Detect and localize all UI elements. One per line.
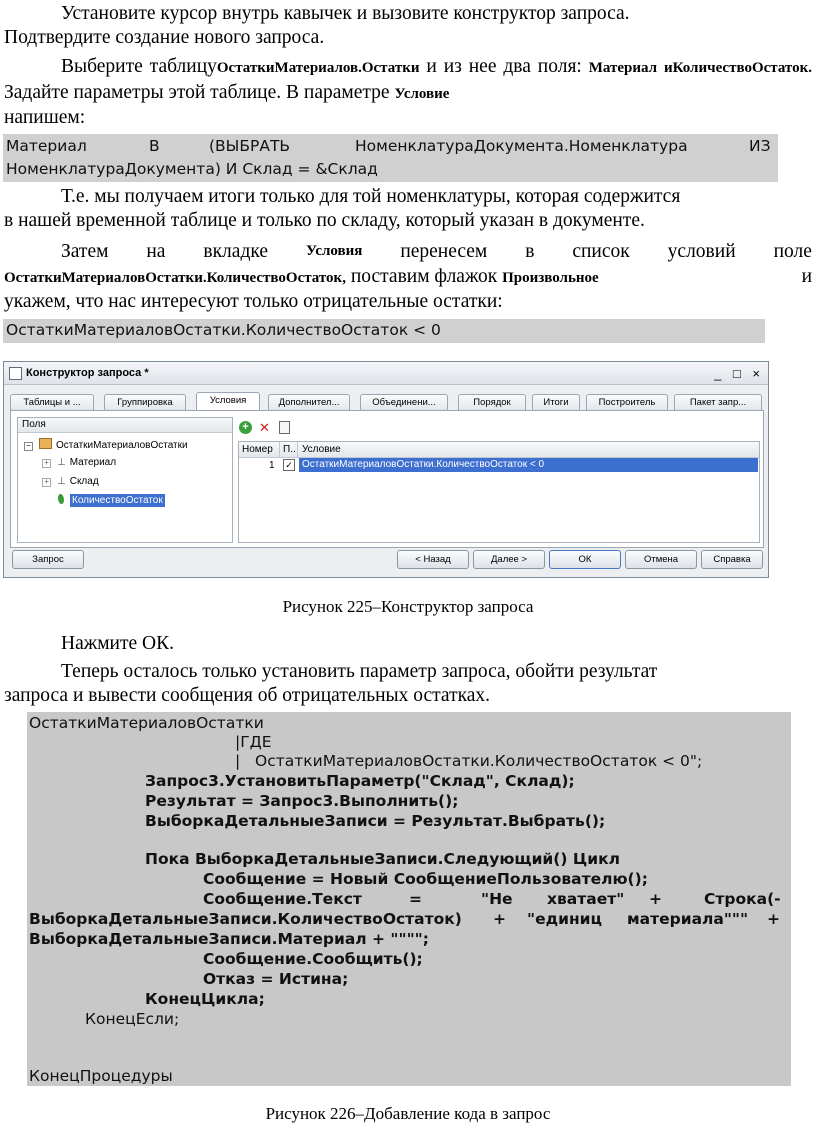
- tab-totals[interactable]: Итоги: [532, 394, 580, 410]
- code-block: [27, 712, 791, 1086]
- text-run: напишем:: [4, 107, 86, 128]
- window-controls[interactable]: _ □ ×: [714, 366, 764, 381]
- te-paragraph: [4, 185, 812, 232]
- code-line: Сообщение.Сообщить();: [203, 950, 423, 968]
- tab-conditions[interactable]: Условия: [196, 392, 260, 411]
- tab-unions[interactable]: Объединени...: [360, 394, 448, 410]
- code-word: Строка(-: [704, 890, 781, 908]
- tree-item-label: КоличествоОстаток: [72, 495, 163, 506]
- tree-root[interactable]: [24, 438, 188, 451]
- tab-builder[interactable]: Построитель: [586, 394, 668, 410]
- code-line: |ГДЕ: [235, 733, 272, 751]
- help-button[interactable]: Справка: [701, 550, 763, 569]
- tree-item-warehouse[interactable]: [42, 476, 99, 487]
- code-word: +: [767, 910, 780, 928]
- text-run: Выберите таблицу: [61, 56, 217, 77]
- code-line: Запрос3.УстановитьПараметр("Склад", Склад);: [145, 772, 575, 790]
- tab-order[interactable]: Порядок: [458, 394, 526, 410]
- conditions-table: [238, 441, 760, 543]
- expand-icon[interactable]: +: [42, 478, 51, 487]
- bold-term: Произвольное: [502, 270, 599, 286]
- intro-line1: Установите курсор внутрь кавычек и вызовите конструктор запроса.: [61, 3, 630, 24]
- column-header-condition[interactable]: Условие: [302, 444, 341, 455]
- tree-item-material[interactable]: [42, 457, 116, 468]
- tree-item-label: Материал: [69, 457, 117, 468]
- code-word: +: [493, 910, 506, 928]
- text-run: Затем: [61, 241, 109, 262]
- negative-condition-code: [3, 319, 765, 343]
- text-run: в: [525, 241, 535, 262]
- select-table-paragraph: [4, 55, 812, 130]
- row-number: 1: [269, 460, 275, 471]
- code-word: материала""": [627, 910, 749, 928]
- conditions-panel: [10, 410, 764, 548]
- code-line: Сообщение = Новый СообщениеПользователю();: [203, 870, 648, 888]
- bold-term: ОстаткиМатериалов.Остатки: [216, 60, 420, 76]
- column-header-arbitrary[interactable]: П..: [283, 444, 296, 455]
- code-word: "единиц: [527, 910, 603, 928]
- code-line: Пока ВыборкаДетальныеЗаписи.Следующий() Цикл: [145, 850, 620, 868]
- bold-term: ОстаткиМатериаловОстатки.КоличествоОстаток,: [4, 270, 346, 286]
- code-line: КонецПроцедуры: [29, 1067, 173, 1085]
- code-line: НоменклатураДокумента) И Склад = &Склад: [6, 160, 378, 178]
- query-designer-window: [3, 361, 769, 578]
- text-run: Задайте параметры этой таблице. В параметре: [4, 81, 395, 103]
- bold-term: Материал: [588, 60, 658, 76]
- text-run: перенесем: [400, 241, 488, 262]
- row-condition[interactable]: ОстаткиМатериаловОстатки.КоличествоОстаток < 0: [299, 458, 758, 472]
- reference-icon: ⊥: [57, 476, 66, 487]
- code-word: ВыборкаДетальныеЗаписи.КоличествоОстаток): [29, 910, 462, 928]
- text-run: и: [801, 266, 812, 287]
- code-word: Материал: [6, 137, 87, 155]
- copy-icon[interactable]: [279, 421, 290, 434]
- press-ok-paragraph: [4, 632, 812, 656]
- expand-icon[interactable]: +: [42, 459, 51, 468]
- code-word: НоменклатураДокумента.Номенклатура: [355, 137, 688, 155]
- ok-button[interactable]: ОК: [549, 550, 621, 569]
- code-line: ОстаткиМатериаловОстатки: [29, 714, 264, 732]
- text-run: на: [146, 241, 166, 262]
- now-paragraph: [4, 660, 812, 707]
- back-button[interactable]: < Назад: [397, 550, 469, 569]
- text-run: Т.е. мы получаем итоги только для той номенклатуры, которая содержится: [61, 186, 681, 207]
- table-row[interactable]: [239, 458, 759, 473]
- code-line: КонецЦикла;: [145, 990, 265, 1008]
- code-line: КонецЕсли;: [85, 1010, 180, 1028]
- window-titlebar[interactable]: [4, 362, 768, 385]
- column-divider: [279, 442, 280, 457]
- delete-icon[interactable]: ✕: [259, 420, 270, 435]
- figure-caption-226: Рисунок 226–Добавление кода в запрос: [265, 1104, 551, 1123]
- fields-header: Поля: [18, 418, 232, 433]
- text-run: условий: [667, 241, 736, 262]
- code-line: Отказ = Истина;: [203, 970, 349, 988]
- code-word: хватает": [547, 890, 625, 908]
- tab-batch[interactable]: Пакет запр...: [674, 394, 762, 410]
- code-line: | ОстаткиМатериаловОстатки.КоличествоОстаток < 0";: [235, 752, 703, 770]
- column-divider: [297, 442, 298, 457]
- arbitrary-checkbox[interactable]: ✓: [283, 459, 295, 471]
- query-button[interactable]: Запрос: [12, 550, 84, 569]
- text-run: поле: [773, 241, 812, 262]
- cancel-button[interactable]: Отмена: [625, 550, 697, 569]
- reference-icon: ⊥: [57, 457, 66, 468]
- text-run: вкладке: [203, 241, 269, 262]
- text-run: Теперь осталось только установить параметр запроса, обойти результат: [61, 661, 658, 682]
- table-header: [239, 442, 759, 458]
- fields-tree: [17, 417, 233, 543]
- text-run: укажем, что нас интересуют только отрицательные остатки:: [4, 291, 503, 312]
- window-title: Конструктор запроса *: [26, 367, 149, 379]
- code-line: ВыборкаДетальныеЗаписи = Результат.Выбрать();: [145, 812, 606, 830]
- code-line: ВыборкаДетальныеЗаписи.Материал + """";: [29, 930, 429, 948]
- window-app-icon: [9, 367, 22, 380]
- bold-term: Условия: [305, 243, 363, 259]
- column-header-number[interactable]: Номер: [242, 444, 273, 455]
- text-run: запроса и вывести сообщения об отрицательных остатках.: [4, 684, 491, 706]
- code-line: ОстаткиМатериаловОстатки.КоличествоОстаток < 0: [6, 321, 441, 339]
- text-run: список: [572, 241, 630, 262]
- text-run: в нашей временной таблице и только по складу, который указан в документе.: [4, 209, 645, 231]
- code-word: "Не: [481, 890, 513, 908]
- figure-caption-225: Рисунок 225–Конструктор запроса: [282, 597, 534, 616]
- bold-term: Условие: [394, 85, 450, 102]
- intro-paragraph: [4, 2, 812, 49]
- numeric-field-icon: [58, 494, 64, 504]
- code-word: Сообщение.Текст: [203, 890, 362, 908]
- code-word: (ВЫБРАТЬ: [209, 137, 291, 155]
- code-word: В: [149, 137, 160, 155]
- tab-grouping[interactable]: Группировка: [104, 394, 186, 410]
- tab-advanced[interactable]: Дополнител...: [268, 394, 350, 410]
- collapse-icon[interactable]: −: [24, 442, 33, 451]
- tab-tables[interactable]: Таблицы и ...: [10, 394, 94, 410]
- tree-item-quantity[interactable]: [58, 494, 165, 506]
- tree-item-label: Склад: [69, 476, 99, 487]
- text-run: и из нее два поля:: [419, 56, 589, 77]
- code-word: +: [649, 890, 662, 908]
- code-word: =: [409, 890, 422, 908]
- next-button[interactable]: Далее >: [473, 550, 545, 569]
- code-word: ИЗ: [749, 137, 771, 155]
- condition-code-block: [3, 134, 778, 182]
- table-icon: [39, 438, 52, 449]
- bold-term: иКоличествоОстаток.: [663, 60, 812, 76]
- intro-line2: Подтвердите создание нового запроса.: [4, 26, 325, 48]
- add-icon[interactable]: +: [239, 421, 252, 434]
- tree-root-label: ОстаткиМатериаловОстатки: [56, 440, 188, 451]
- code-line: Результат = Запрос3.Выполнить();: [145, 792, 459, 810]
- text-run: поставим флажок: [345, 266, 503, 287]
- text-run: Нажмите ОК.: [61, 633, 175, 654]
